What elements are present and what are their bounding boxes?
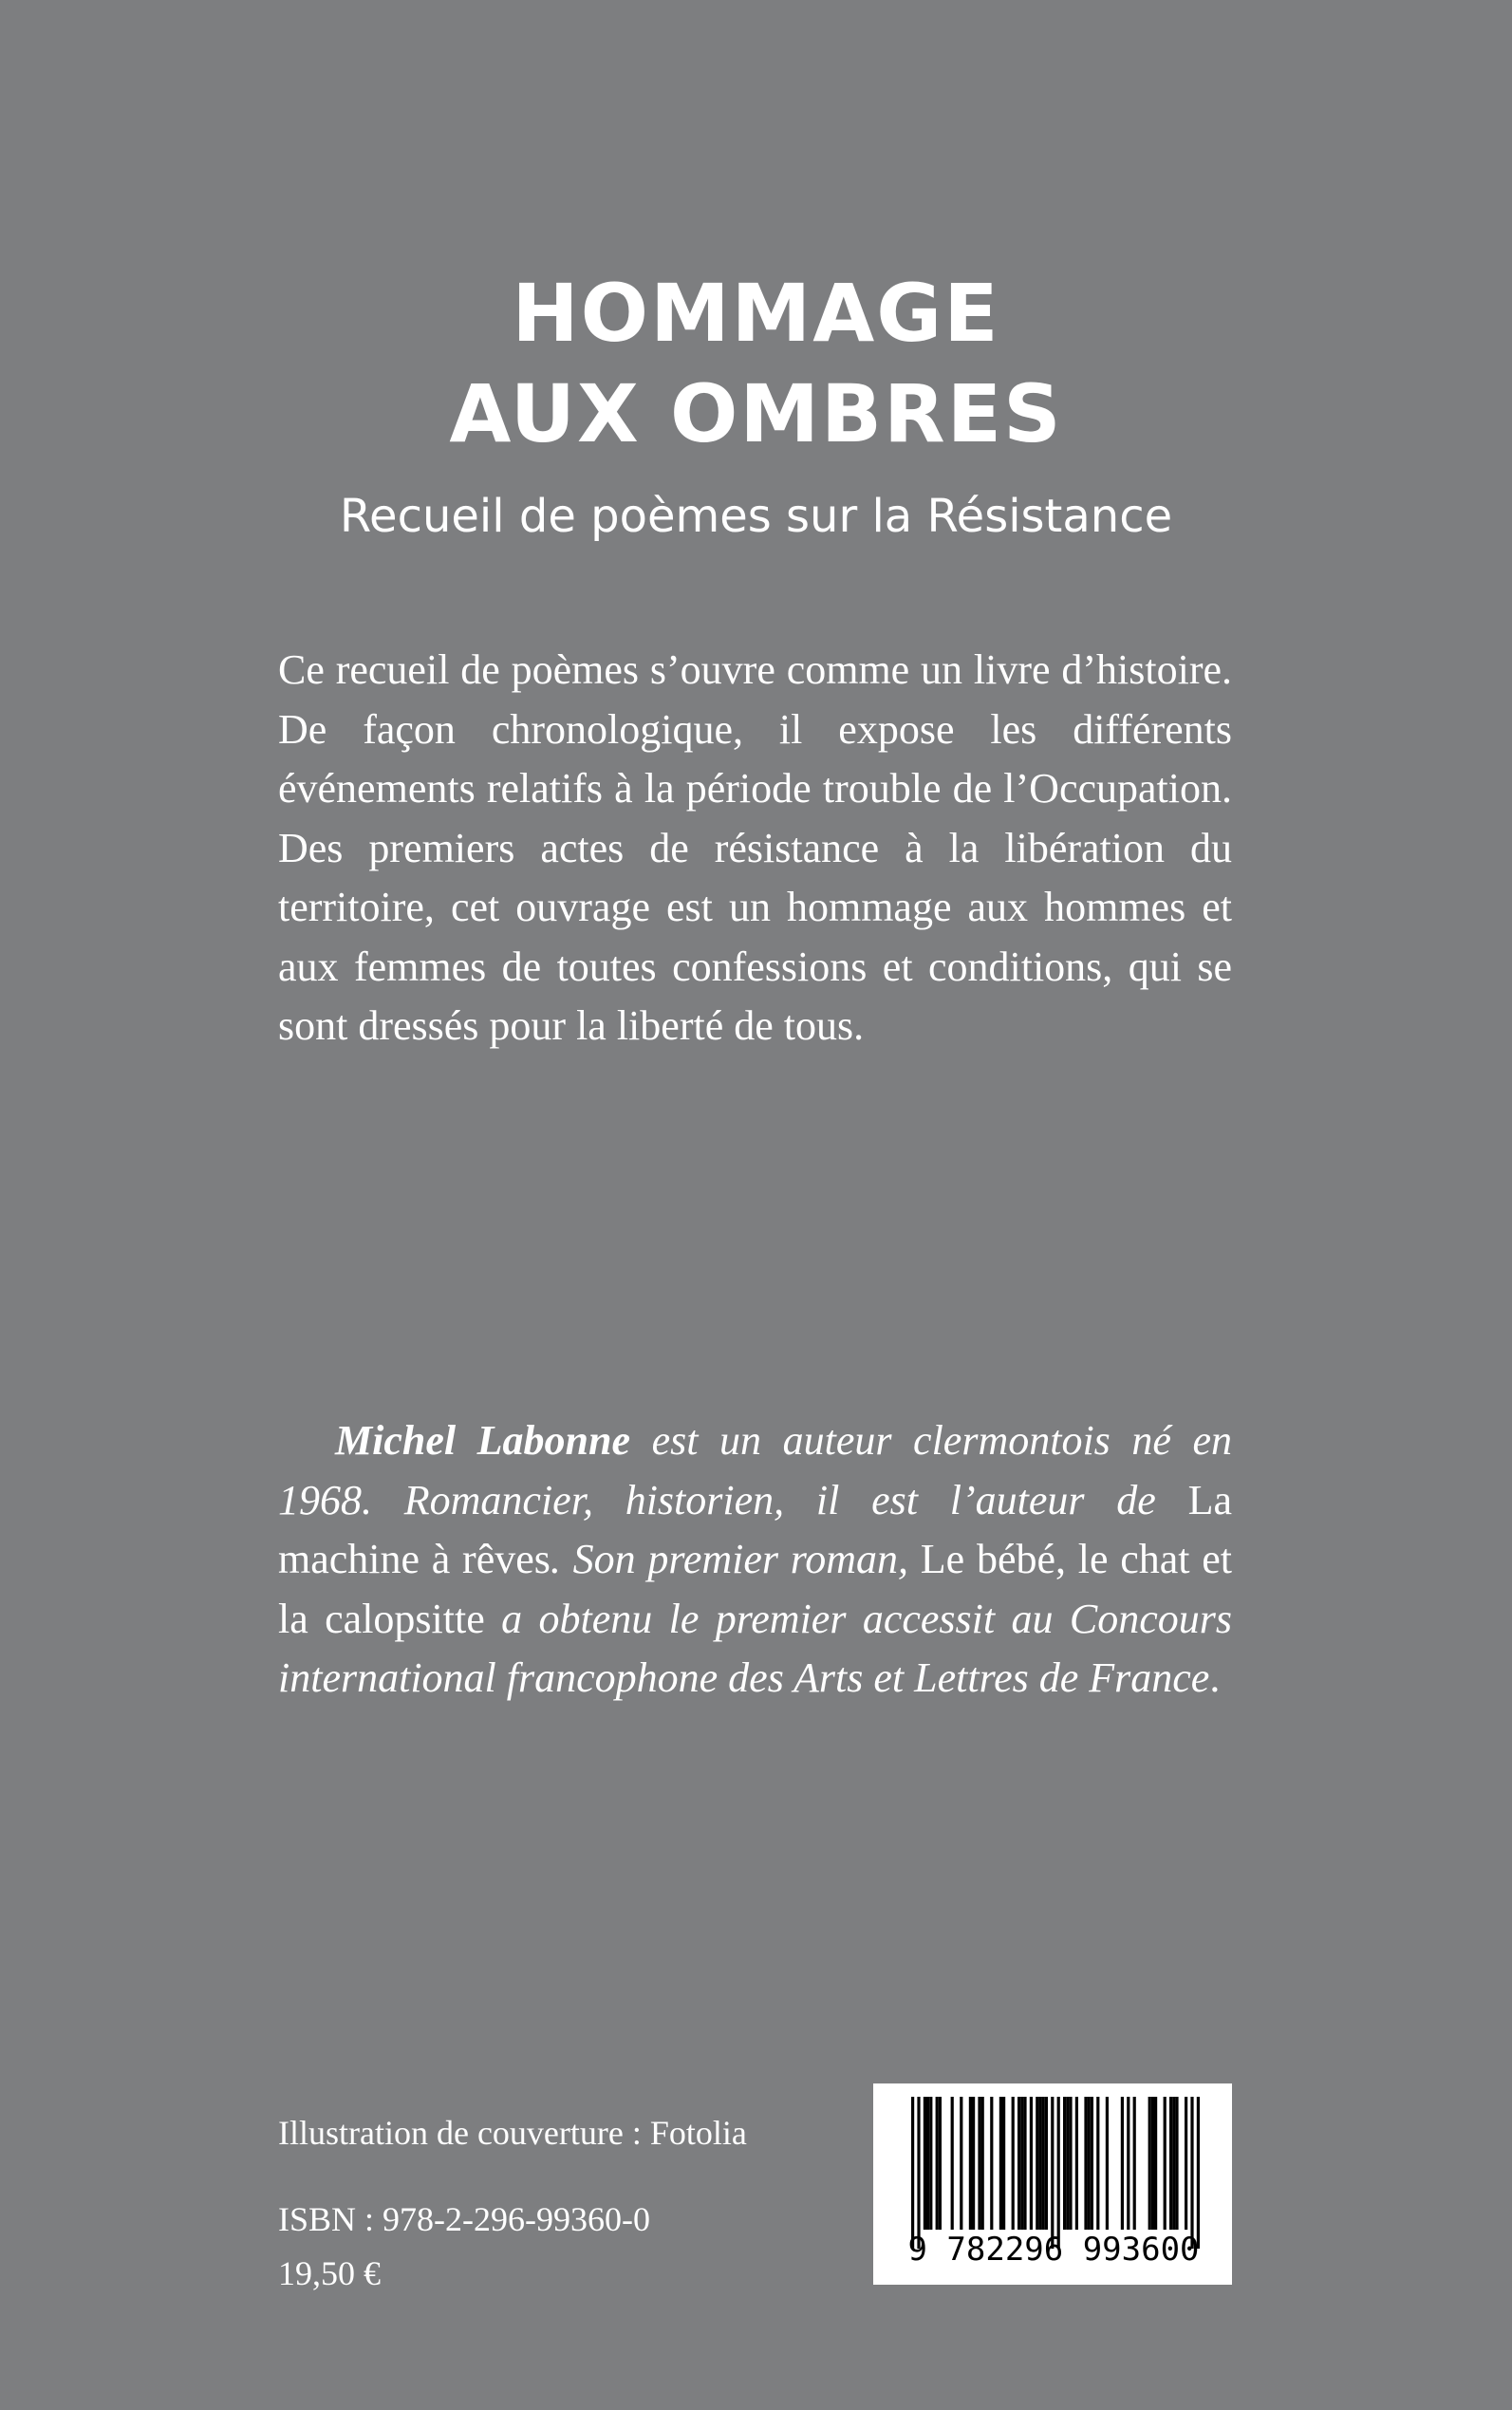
barcode-bar	[1063, 2097, 1066, 2230]
barcode-bar	[936, 2097, 939, 2230]
barcode-bar	[1036, 2097, 1038, 2230]
barcode-bar	[1023, 2097, 1026, 2230]
barcode-bar	[1042, 2097, 1045, 2230]
barcode-bar	[981, 2097, 984, 2230]
book-title-line-2: AUX OMBRES	[449, 367, 1063, 460]
author-name: Michel Labonne	[335, 1417, 631, 1464]
barcode-bar	[960, 2097, 962, 2230]
bio-end-period: .	[1209, 1654, 1221, 1701]
barcode-bar	[939, 2097, 942, 2230]
bio-text-3: a obtenu le premier accessit au Concours international francophone des Arts et Lettres de France	[278, 1595, 1232, 1701]
barcode-bar	[969, 2097, 972, 2230]
barcode-bar	[990, 2097, 993, 2230]
barcode-bar	[1154, 2097, 1157, 2230]
barcode-bar	[1030, 2097, 1033, 2230]
barcode-bar	[917, 2097, 920, 2249]
barcode-bar	[1197, 2097, 1200, 2249]
barcode-bar	[1164, 2097, 1167, 2230]
barcode-bar	[1038, 2097, 1041, 2230]
barcode-bar	[1121, 2097, 1124, 2230]
barcode-bar	[1088, 2097, 1091, 2230]
barcode-bar	[1002, 2097, 1005, 2230]
barcode-bar	[1175, 2097, 1178, 2230]
indent	[278, 1417, 335, 1464]
barcode-bar	[1169, 2097, 1172, 2230]
barcode-bar	[1096, 2097, 1099, 2230]
book-title-line-1: HOMMAGE	[512, 267, 1000, 360]
barcode-bar	[1017, 2097, 1020, 2230]
book-subtitle: Recueil de poèmes sur la Résistance	[339, 490, 1173, 543]
barcode	[873, 2083, 1232, 2285]
book-title-1: La machine à rêves	[278, 1476, 1232, 1582]
barcode-bar	[1066, 2097, 1069, 2230]
price: 19,50 €	[278, 2254, 381, 2292]
barcode-bar	[911, 2097, 914, 2249]
barcode-bar	[1172, 2097, 1175, 2230]
barcode-bar	[978, 2097, 980, 2230]
barcode-bar	[1148, 2097, 1151, 2230]
barcode-bar	[926, 2097, 929, 2230]
book-title-2: Le bébé, le chat et la calopsitte	[278, 1536, 1233, 1642]
summary-paragraph: Ce recueil de poèmes s’ouvre comme un livre d’histoire. De façon chronologique, il expose les différents événements relatifs à la période trouble de l’Occupation. Des premiers actes de résistance à la libération du territoire, cet ouvrage est un hommage aux hommes et aux femmes de toutes confessions et conditions, qui se sont dressés pour la liberté de tous.	[278, 646, 1232, 1049]
author-bio-paragraph	[278, 1411, 1232, 1709]
barcode-bar	[1020, 2097, 1023, 2230]
barcode-bar	[1057, 2097, 1060, 2249]
bio-text-2: . Son premier roman,	[550, 1536, 921, 1582]
barcode-bar	[1069, 2097, 1072, 2230]
barcode-bar	[1075, 2097, 1078, 2230]
barcode-bar	[999, 2097, 1002, 2230]
barcode-bar	[1190, 2097, 1193, 2249]
barcode-bar	[1084, 2097, 1087, 2230]
barcode-bar	[1051, 2097, 1054, 2249]
barcode-bar	[1045, 2097, 1048, 2230]
barcode-bar	[972, 2097, 975, 2230]
barcode-bar	[1106, 2097, 1109, 2230]
barcode-bar	[1151, 2097, 1154, 2230]
barcode-bar	[1133, 2097, 1136, 2230]
barcode-digits: 9 782296 993600	[907, 2231, 1200, 2269]
barcode-bar	[1127, 2097, 1129, 2230]
barcode-bar	[924, 2097, 926, 2230]
barcode-bar	[951, 2097, 954, 2230]
barcode-bar	[929, 2097, 932, 2230]
barcode-bar	[1185, 2097, 1187, 2230]
barcode-bar	[1012, 2097, 1015, 2230]
isbn: ISBN : 978-2-296-99360-0	[278, 2200, 650, 2238]
illustration-credit: Illustration de couverture : Fotolia	[278, 2114, 747, 2152]
barcode-bar	[1091, 2097, 1093, 2230]
bio-text-1: est un auteur clermontois né en 1968. Romancier, historien, il est l’auteur de	[278, 1417, 1232, 1523]
